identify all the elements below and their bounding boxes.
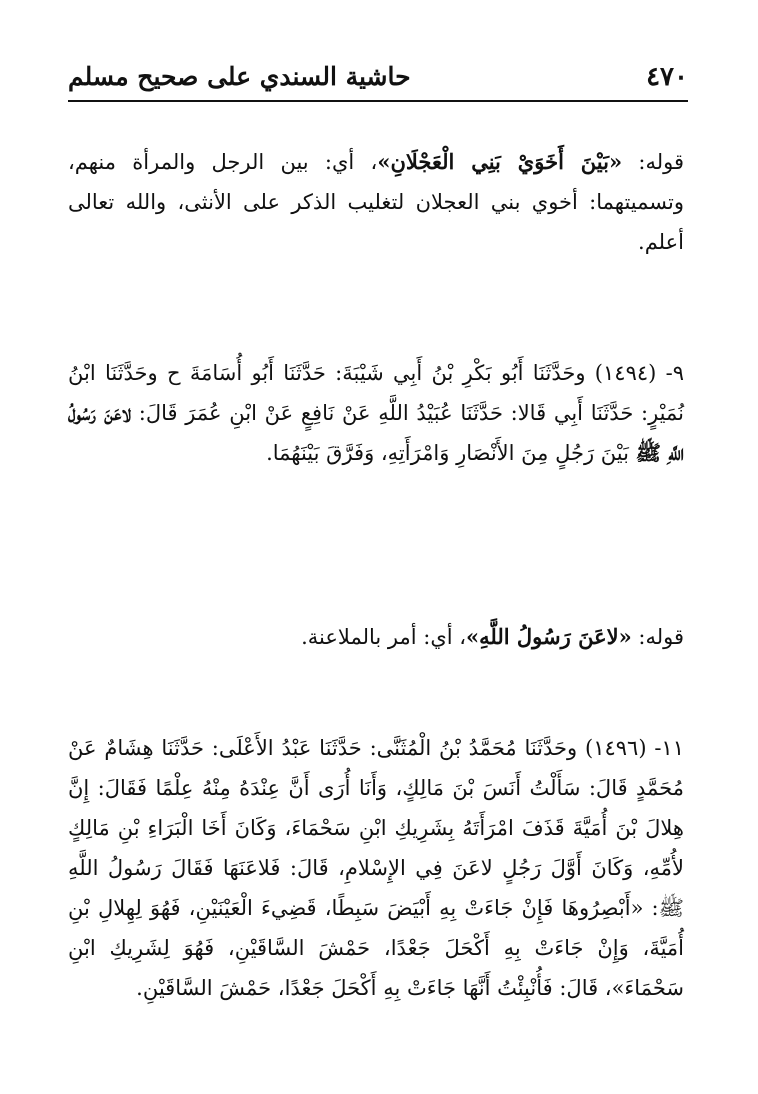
commentary-block-1 (68, 142, 684, 262)
commentary-text: ، أي: أمر بالملاعنة. (301, 625, 467, 649)
hadith-matn: بَيْنَ رَجُلٍ مِنَ الأَنْصَارِ وَامْرَأَتِهِ، وَفَرَّقَ بَيْنَهُمَا. (266, 441, 636, 465)
commentary-paragraph (68, 617, 684, 657)
commentary-text: ، أي: بين الرجل والمرأة منهم، وتسميتهما: أخوي بني العجلان لتغليب الذكر على الأنثى، والله تعالى أعلم. (68, 150, 684, 254)
commentary-lead: قوله: (631, 625, 684, 649)
page-header (68, 60, 688, 102)
commentary-block-2 (68, 617, 684, 657)
hadith-isnad: ٩- (١٤٩٤) وحَدَّثَنَا أَبُو بَكْرِ بْنُ أَبِي شَيْبَةَ: حَدَّثَنَا أَبُو أُسَامَةَ ح وحَدَّثَنَا ابْنُ نُمَيْرٍ: حَدَّثَنَا أَبِي قَالا: حَدَّثَنَا عُبَيْدُ اللَّهِ عَنْ نَافِعٍ عَنْ ابْنِ عُمَرَ قَالَ: (68, 361, 685, 425)
page-number: ٤٧٠ (646, 62, 688, 92)
running-title: حاشية السندي على صحيح مسلم (68, 62, 411, 91)
commentary-quote: «بَيْنَ أَخَوَيْ بَنِي الْعَجْلَانِ» (377, 149, 623, 174)
commentary-lead: قوله: (622, 150, 684, 174)
commentary-paragraph (68, 142, 684, 262)
hadith-paragraph: ١١- (١٤٩٦) وحَدَّثَنَا مُحَمَّدُ بْنُ الْمُثَنَّى: حَدَّثَنَا عَبْدُ الأَعْلَى: حَدَّثَنَا هِشَامٌ عَنْ مُحَمَّدٍ قَالَ: سَأَلْتُ أَنَسَ بْنَ مَالِكٍ، وَأَنَا أُرَى أَنَّ عِنْدَهُ مِنْهُ عِلْمًا فَقَالَ: إِنَّ هِلالَ بْنَ أُمَيَّةَ قَذَفَ امْرَأَتَهُ بِشَرِيكِ ابْنِ سَحْمَاءَ، وَكَانَ أَخَا الْبَرَاءِ بْنِ مَالِكٍ لأُمِّهِ، وَكَانَ أَوَّلَ رَجُلٍ لاعَنَ فِي الإِسْلامِ، قَالَ: فَلاعَنَهَا فَقَالَ رَسُولُ اللَّهِ ﷺ: «أَبْصِرُوهَا فَإِنْ جَاءَتْ بِهِ أَبْيَضَ سَبِطًا، قَضِيءَ الْعَيْنَيْنِ، فَهُوَ لِهِلالِ بْنِ أُمَيَّةَ، وَإِنْ جَاءَتْ بِهِ أَكْحَلَ جَعْدًا، حَمْشَ السَّاقَيْنِ، فَهُوَ لِشَرِيكِ ابْنِ سَحْمَاءَ»، قَالَ: فَأُنْبِئْتُ أَنَّهَا جَاءَتْ بِهِ أَكْحَلَ جَعْدًا، حَمْشَ السَّاقَيْنِ. (68, 736, 684, 1000)
hadith-paragraph (68, 353, 684, 473)
hadith-block-1494 (68, 353, 684, 473)
hadith-bold-phrase: لاعَنَ رَسُولُ اللَّهِ ﷺ (68, 400, 684, 465)
hadith-block-1496 (68, 728, 684, 1008)
commentary-quote: «لاعَنَ رَسُولُ اللَّهِ» (466, 624, 632, 649)
